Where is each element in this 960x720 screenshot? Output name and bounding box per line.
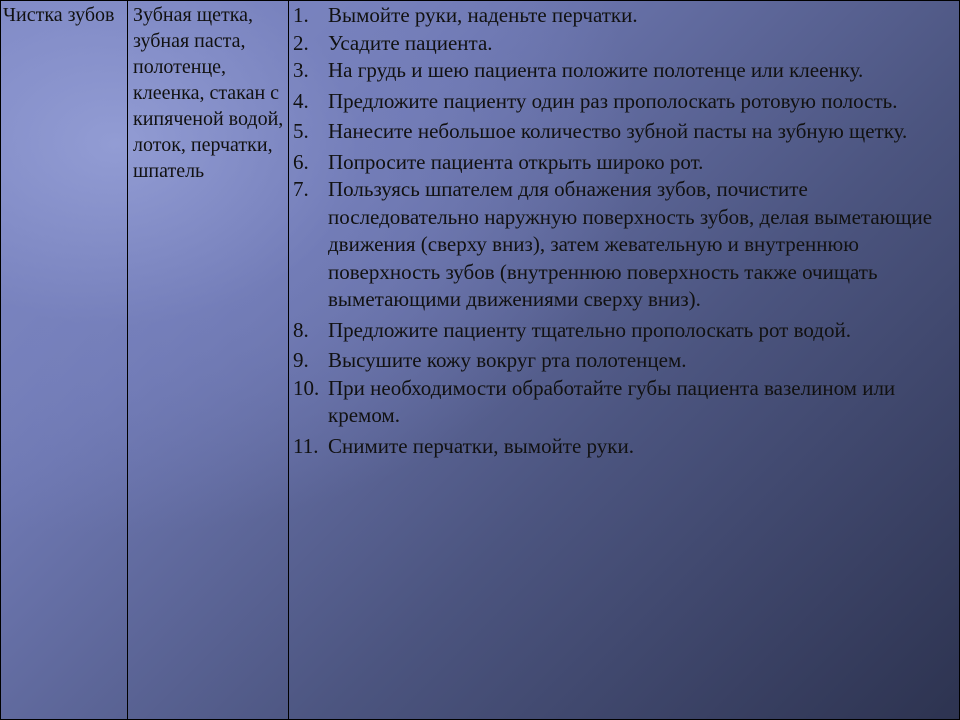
step-number: 9. bbox=[293, 348, 309, 372]
list-item bbox=[293, 88, 957, 116]
step-text: Нанесите небольшое количество зубной пасты на зубную щетку. bbox=[328, 119, 908, 143]
step-text: Пользуясь шпателем для обнажения зубов, почистите последовательно наружную поверхность зубов, делая выметающие движения (сверху вниз), затем жевательную и внутреннюю поверхность зубов (внутреннюю поверхность также очищать выметающими движениями сверху вниз). bbox=[328, 177, 933, 311]
list-item bbox=[293, 433, 957, 461]
list-item bbox=[293, 375, 957, 430]
step-number: 2. bbox=[293, 30, 309, 55]
step-number: 8. bbox=[293, 317, 309, 342]
procedure-name: Чистка зубов bbox=[3, 4, 115, 26]
list-item bbox=[293, 176, 957, 314]
list-item bbox=[293, 118, 957, 146]
step-text: Высушите кожу вокруг рта полотенцем. bbox=[328, 348, 687, 372]
step-text: Предложите пациенту один раз прополоскать ротовую полость. bbox=[328, 88, 898, 113]
step-number: 11. bbox=[293, 433, 319, 458]
step-text: Снимите перчатки, вымойте руки. bbox=[328, 433, 634, 458]
column-divider-2 bbox=[288, 1, 289, 719]
list-item bbox=[293, 2, 957, 30]
list-item bbox=[293, 57, 957, 85]
column-divider-1 bbox=[127, 1, 128, 719]
list-item bbox=[293, 149, 957, 177]
step-number: 10. bbox=[293, 375, 320, 400]
steps-cell bbox=[293, 1, 957, 460]
step-text: При необходимости обработайте губы пациента вазелином или кремом. bbox=[328, 375, 896, 427]
procedure-name-cell bbox=[3, 1, 121, 28]
step-number: 1. bbox=[293, 3, 309, 27]
step-text: Вымойте руки, наденьте перчатки. bbox=[328, 3, 638, 27]
steps-list bbox=[293, 2, 957, 460]
step-number: 5. bbox=[293, 119, 309, 143]
step-number: 7. bbox=[293, 177, 309, 201]
list-item bbox=[293, 317, 957, 345]
step-number: 4. bbox=[293, 88, 309, 113]
list-item bbox=[293, 347, 957, 375]
step-text: Усадите пациента. bbox=[328, 30, 493, 55]
step-text: Предложите пациенту тщательно прополоскать рот водой. bbox=[328, 317, 851, 342]
materials-list: Зубная щетка, зубная паста, полотенце, клеенка, стакан с кипяченой водой, лоток, перчатки, шпатель bbox=[133, 4, 284, 182]
list-item bbox=[293, 30, 957, 58]
step-number: 3. bbox=[293, 58, 309, 82]
step-number: 6. bbox=[293, 149, 309, 174]
materials-cell bbox=[133, 1, 285, 184]
step-text: Попросите пациента открыть широко рот. bbox=[328, 149, 704, 174]
step-text: На грудь и шею пациента положите полотенце или клеенку. bbox=[328, 58, 864, 82]
